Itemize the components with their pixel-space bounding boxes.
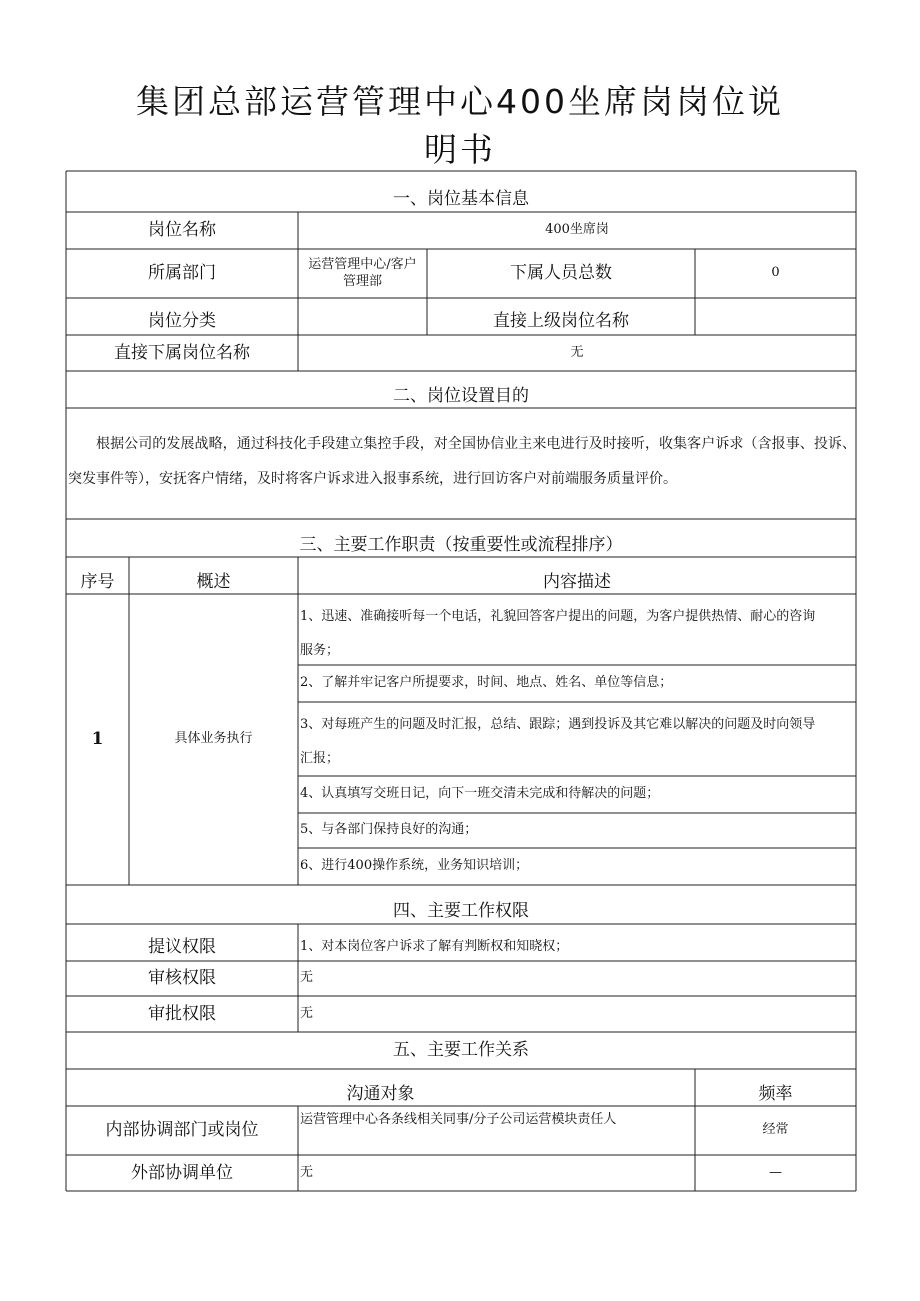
column-header-summary: 概述 <box>196 572 231 593</box>
duty-item: 3、对每班产生的问题及时汇报，总结、跟踪；遇到投诉及其它难以解决的问题及时向领导汇报； <box>300 717 816 766</box>
approval-authority-label: 审批权限 <box>148 1003 216 1024</box>
department-label: 所属部门 <box>148 263 216 284</box>
row-summary: 具体业务执行 <box>174 731 253 747</box>
subordinate-post-label: 直接下属岗位名称 <box>114 342 250 363</box>
section2-heading: 二、岗位设置目的 <box>393 386 529 407</box>
post-category-value <box>298 298 427 335</box>
staff-count-value: 0 <box>771 265 780 281</box>
approval-authority-value: 无 <box>300 1005 314 1021</box>
section5-heading: 五、主要工作关系 <box>393 1040 529 1061</box>
document-title-line2: 明书 <box>424 130 496 169</box>
post-name-label: 岗位名称 <box>148 220 216 241</box>
propose-authority-value: 1、对本岗位客户诉求了解有判断权和知晓权； <box>300 939 569 955</box>
column-header-description: 内容描述 <box>543 572 611 593</box>
purpose-text: 根据公司的发展战略，通过科技化手段建立集控手段，对全国协信业主来电进行及时接听，收集客户诉求（含报事、投诉、突发事件等），安抚客户情绪，及时将客户诉求进入报事系统，进行回访客户对前端服务质量评价。 <box>68 436 856 487</box>
internal-coordination-label: 内部协调部门或岗位 <box>105 1120 259 1141</box>
row-number: 1 <box>91 729 104 750</box>
external-coordination-frequency: — <box>769 1164 782 1180</box>
document-title-line1: 集团总部运营管理中心400坐席岗岗位说 <box>136 82 784 121</box>
section4-heading: 四、主要工作权限 <box>393 901 529 922</box>
review-authority-label: 审核权限 <box>148 968 216 989</box>
post-category-label: 岗位分类 <box>148 311 216 332</box>
superior-post-label: 直接上级岗位名称 <box>493 311 629 332</box>
subordinate-post-value: 无 <box>570 344 584 360</box>
external-coordination-label: 外部协调单位 <box>131 1162 233 1183</box>
section3-heading: 三、主要工作职责（按重要性或流程排序） <box>299 534 623 555</box>
external-coordination-value: 无 <box>300 1164 314 1180</box>
section1-heading: 一、岗位基本信息 <box>393 189 529 210</box>
column-header-number: 序号 <box>80 572 115 593</box>
duty-item: 1、迅速、准确接听每一个电话，礼貌回答客户提出的问题，为客户提供热情、耐心的咨询服务； <box>300 609 816 658</box>
superior-post-value <box>695 298 856 335</box>
duty-item: 5、与各部门保持良好的沟通； <box>300 822 478 838</box>
internal-coordination-frequency: 经常 <box>762 1122 789 1138</box>
internal-coordination-value: 运营管理中心各条线相关同事/分子公司运营模块责任人 <box>300 1112 617 1127</box>
column-header-frequency: 频率 <box>758 1084 793 1105</box>
duty-item: 6、进行400操作系统，业务知识培训； <box>300 858 529 874</box>
post-name-value: 400坐席岗 <box>545 222 609 238</box>
review-authority-value: 无 <box>300 970 314 986</box>
staff-count-label: 下属人员总数 <box>510 263 612 284</box>
duty-item: 2、了解并牢记客户所提要求，时间、地点、姓名、单位等信息； <box>300 675 673 691</box>
column-header-target: 沟通对象 <box>346 1084 415 1105</box>
department-value: 运营管理中心/客户管理部 <box>308 256 417 289</box>
duty-item: 4、认真填写交班日记，向下一班交清未完成和待解决的问题； <box>300 786 660 802</box>
propose-authority-label: 提议权限 <box>148 937 216 958</box>
